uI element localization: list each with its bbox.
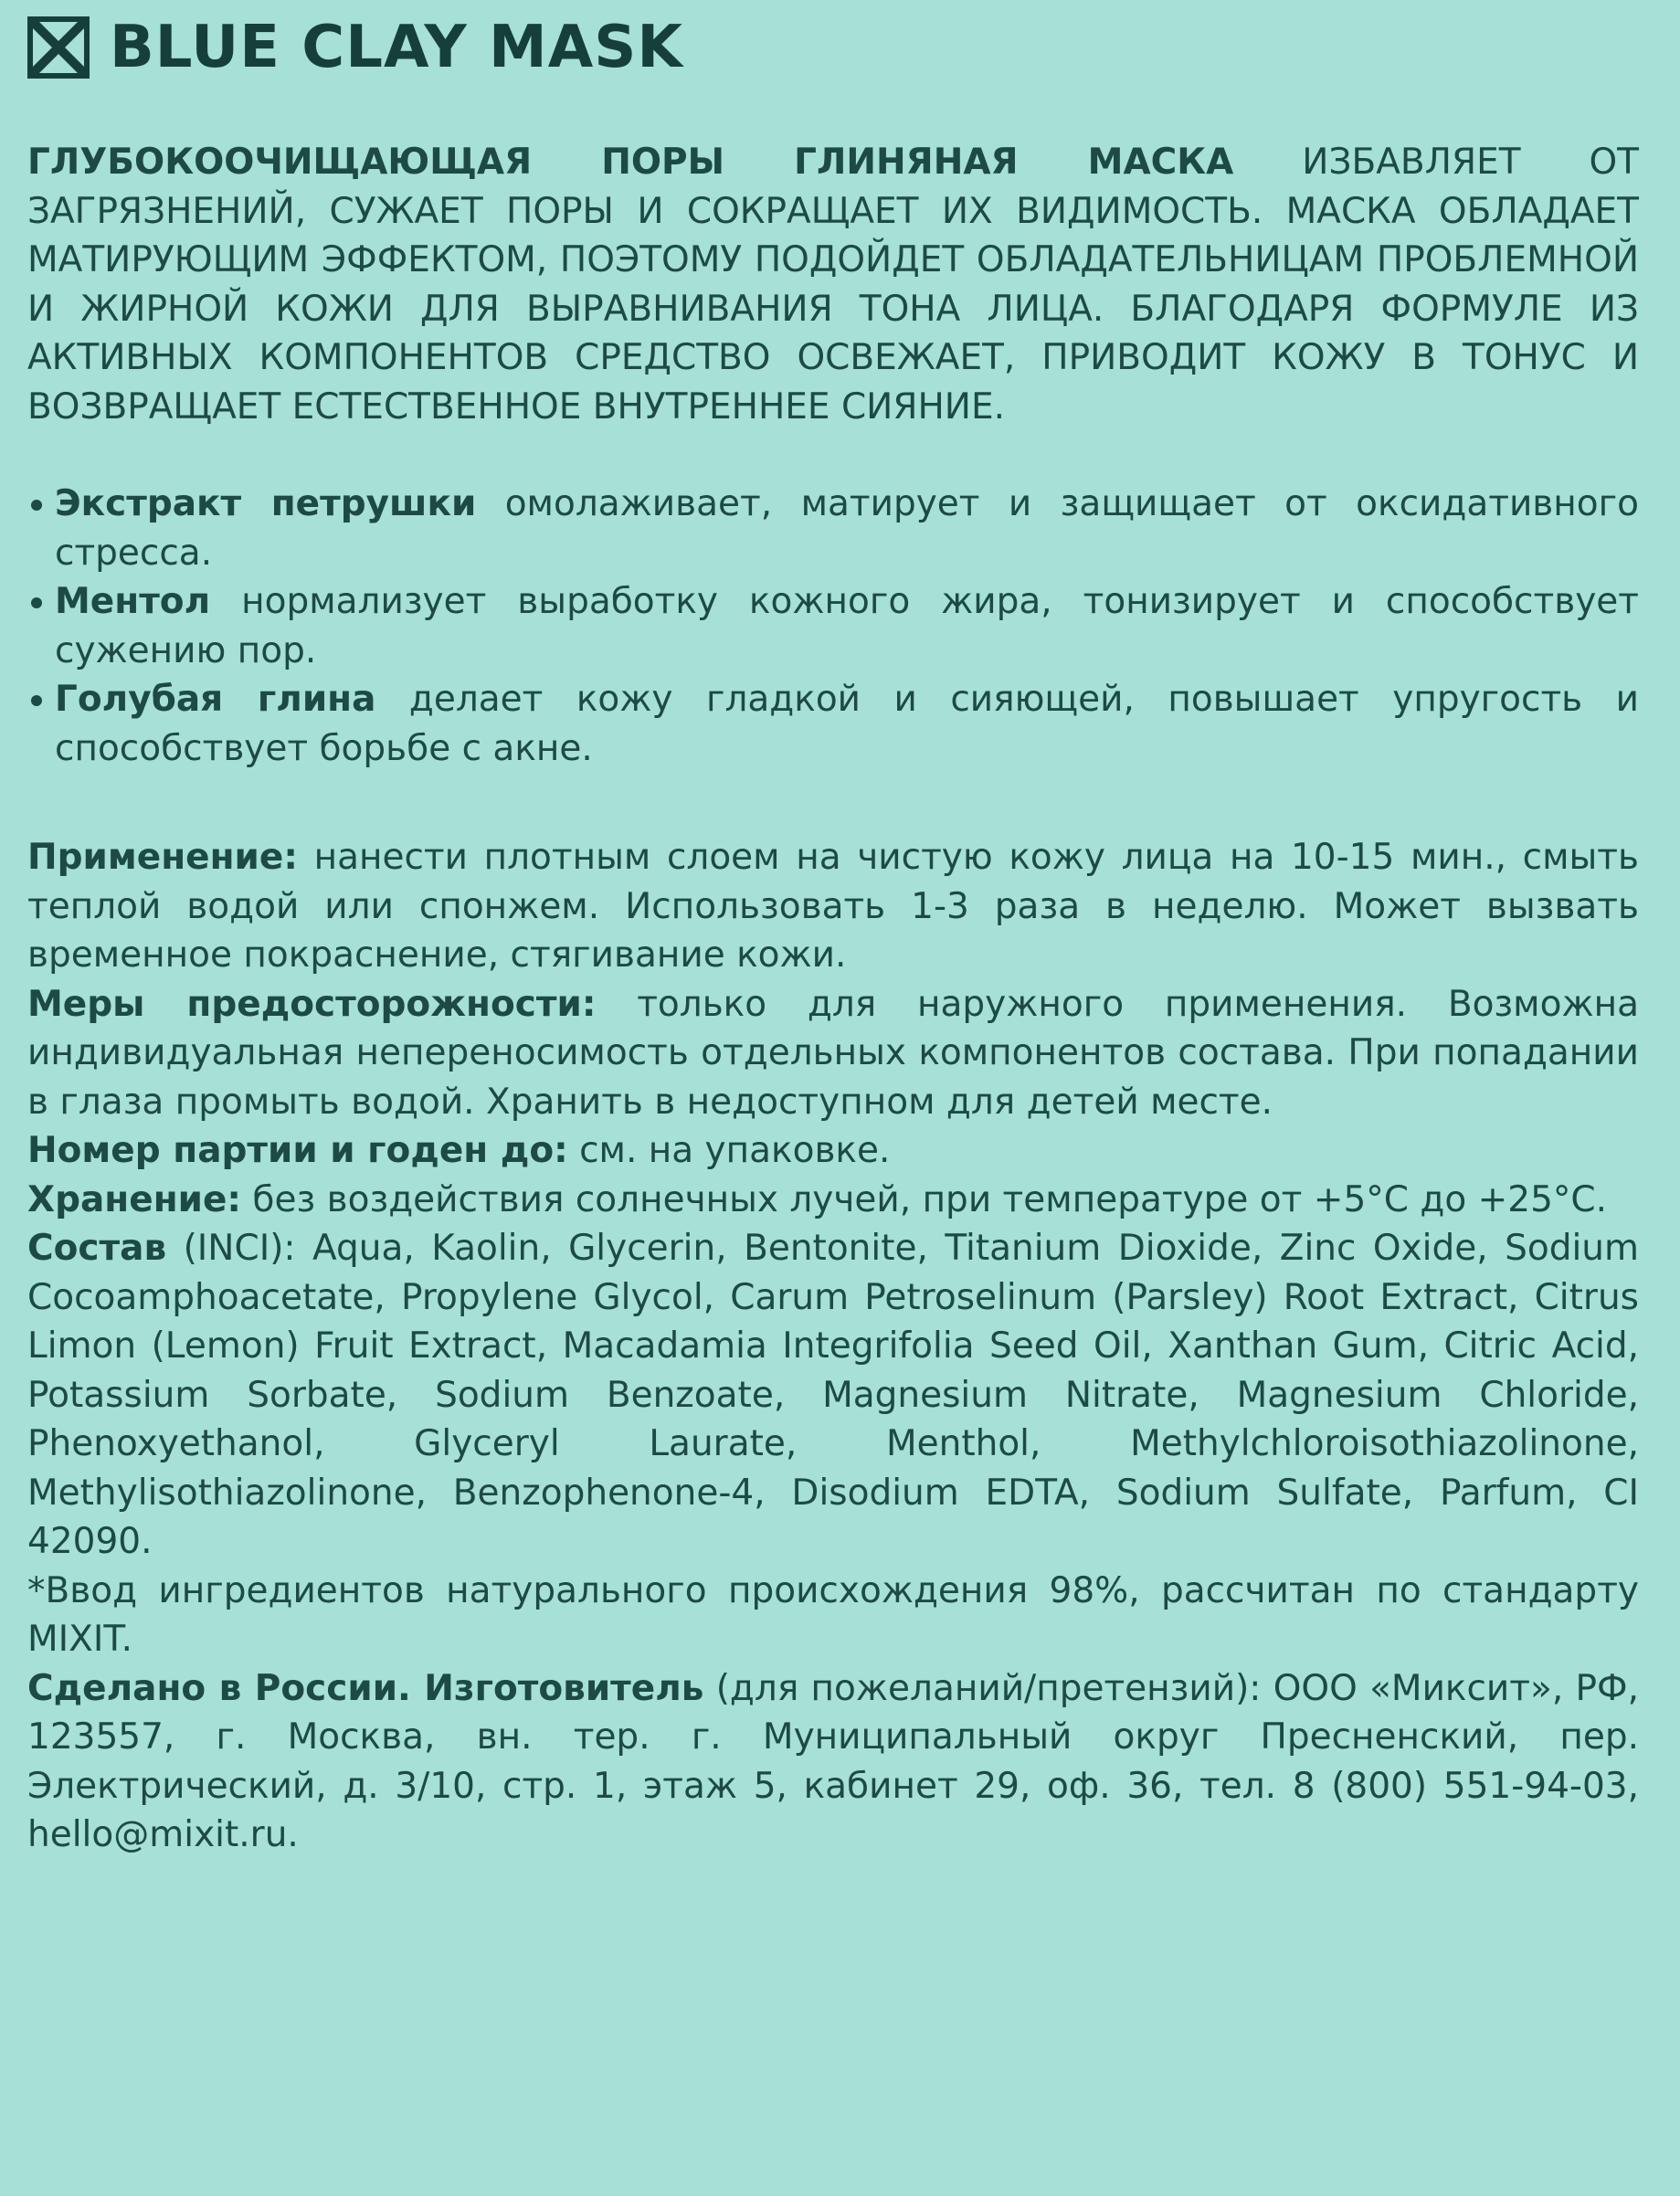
batch-text: см. на упаковке. [567,1130,891,1171]
application-label: Применение: [27,837,298,878]
application-paragraph [27,833,1639,980]
intro-lead: ГЛУБОКООЧИЩАЮЩАЯ ПОРЫ ГЛИНЯНАЯ МАСКА [27,142,1234,183]
precautions-label: Меры предосторожности: [27,983,597,1025]
composition-label: Состав [27,1228,167,1269]
list-item [27,577,1639,675]
application-text: нанести плотным слоем на чистую кожу лица на 10-15 мин., смыть теплой водой или спонжем. Использовать 1-3 раза в неделю. Может вызвать временное покраснение, стягивание кожи. [27,837,1639,976]
ingredient-name: Голубая глина [55,679,376,720]
composition-text: (INCI): Aqua, Kaolin, Glycerin, Bentonite, Titanium Dioxide, Zinc Oxide, Sodium Cocoamphoacetate, Propylene Glycol, Carum Petroselinum (Parsley) Root Extract, Citrus Limon (Lemon) Fruit Extract, Macadamia Integrifolia Seed Oil, Xanthan Gum, Citric Acid, Potassium Sorbate, Sodium Benzoate, Magnesium Nitrate, Magnesium Chloride, Phenoxyethanol, Glyceryl Laurate, Menthol, Methylchloroisothiazolinone, Methylisothiazolinone, Benzophenone-4, Disodium EDTA, Sodium Sulfate, Parfum, CI 42090. [27,1228,1639,1562]
precautions-text: только для наружного применения. Возможна индивидуальная непереносимость отдельных компонентов состава. При попадании в глаза промыть водой. Хранить в недоступном для детей месте. [27,983,1639,1123]
ingredient-description: делает кожу гладкой и сияющей, повышает упругость и способствует борьбе с акне. [55,679,1639,769]
precautions-paragraph [27,980,1639,1127]
storage-text: без воздействия солнечных лучей, при температуре от +5°С до +25°С. [241,1178,1608,1220]
x-box-icon [27,16,90,79]
batch-label: Номер партии и годен до: [27,1130,568,1171]
label-header [27,4,1639,90]
natural-origin-note: *Ввод ингредиентов натурального происхождения 98%, рассчитан по стандарту MIXIT. [27,1569,1639,1660]
manufacturer-paragraph [27,1664,1639,1860]
manufacturer-text: (для пожеланий/претензий): ООО «Миксит», РФ, 123557, г. Москва, вн. тер. г. Муниципальный округ Пресненский, пер. Электрический, д. 3/10, стр. 1, этаж 5, кабинет 29, оф. 36, тел. 8 (800) 551-94-03, hello@mixit.ru. [27,1667,1639,1855]
ingredient-name: Ментол [55,581,211,622]
storage-label: Хранение: [27,1178,242,1220]
intro-body: ИЗБАВЛЯЕТ ОТ ЗАГРЯЗНЕНИЙ, СУЖАЕТ ПОРЫ И СОКРАЩАЕТ ИХ ВИДИМОСТЬ. МАСКА ОБЛАДАЕТ МАТИРУЮЩИМ ЭФФЕКТОМ, ПОЭТОМУ ПОДОЙДЕТ ОБЛАДАТЕЛЬНИЦАМ ПРОБЛЕМНОЙ И ЖИРНОЙ КОЖИ ДЛЯ ВЫРАВНИВАНИЯ ТОНА ЛИЦА. БЛАГОДАРЯ ФОРМУЛЕ ИЗ АКТИВНЫХ КОМПОНЕНТОВ СРЕДСТВО ОСВЕЖАЕТ, ПРИВОДИТ КОЖУ В ТОНУС И ВОЗВРАЩАЕТ ЕСТЕСТВЕННОЕ ВНУТРЕННЕЕ СИЯНИЕ. [27,142,1639,428]
ingredient-description: омолаживает, матирует и защищает от оксидативного стресса. [55,483,1639,574]
composition-paragraph [27,1224,1639,1567]
usage-section [27,833,1639,1860]
product-title: BLUE CLAY MASK [110,13,683,81]
product-label [0,4,1680,2196]
list-item [27,480,1639,577]
ingredients-list [27,480,1639,773]
list-item [27,675,1639,773]
manufacturer-label: Сделано в России. Изготовитель [27,1667,704,1709]
storage-paragraph [27,1176,1639,1225]
batch-paragraph [27,1126,1639,1176]
ingredient-description: нормализует выработку кожного жира, тонизирует и способствует сужению пор. [55,581,1639,671]
intro-paragraph [27,138,1639,431]
ingredient-name: Экстракт петрушки [55,483,477,524]
